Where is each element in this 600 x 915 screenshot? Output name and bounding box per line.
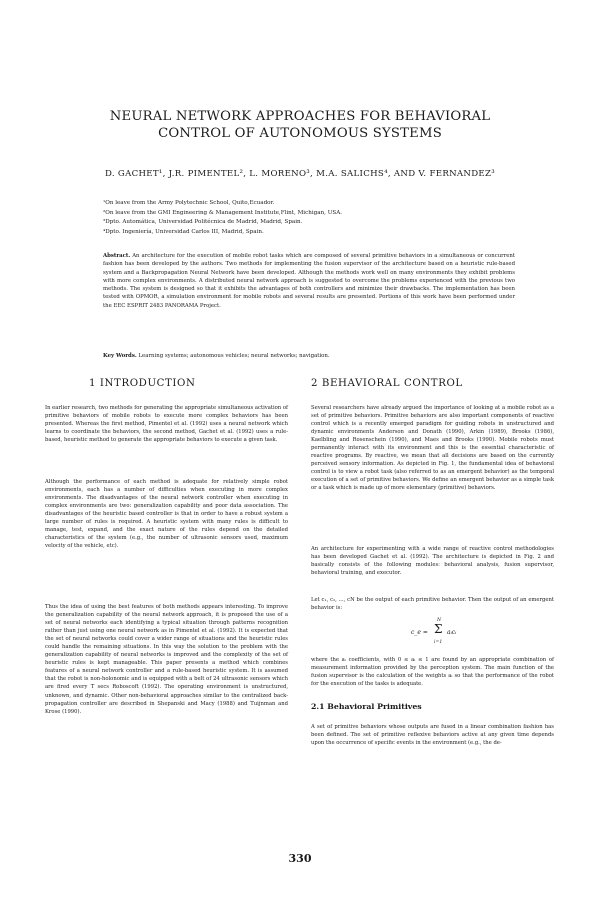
equation-summation: Σ bbox=[434, 622, 443, 636]
affiliation-3: ³Dpto. Automática, Universidad Politécnica de Madrid, Madrid, Spain. bbox=[103, 219, 303, 226]
equation-term: aᵢcᵢ bbox=[447, 629, 457, 636]
abstract bbox=[103, 252, 515, 310]
abstract-label: Abstract. bbox=[103, 253, 131, 259]
keywords bbox=[103, 352, 523, 360]
equation-lhs: c_e = bbox=[411, 629, 428, 636]
keywords-label: Key Words. bbox=[103, 353, 137, 359]
title-line-1: NEURAL NETWORK APPROACHES FOR BEHAVIORAL bbox=[109, 109, 491, 124]
title-line-2: CONTROL OF AUTONOMOUS SYSTEMS bbox=[158, 126, 442, 141]
abstract-text: An architecture for the execution of mobile robot tasks which are composed of several primitive behaviors in a simultaneous or concurrent fashion has been developed by the authors. Two methods for implementing the fusion supervisor of the architecture based on a heuristic rule-based system and a Backpropagation Neural Network have been developed. Although the methods work well on many environments they exhibit problems with more complex environments. A distributed neural network approach is suggested to overcome the problems experienced with the previous two methods. The system is designed so that it exhibits the advantages of both controllers and minimize their drawbacks. The implementation has been tested with OPMOR, a simulation environment for mobile robots and several results are presented. Portions of this work have been performed under the EEC ESPRIT 2483 PANORAMA Project. bbox=[103, 253, 516, 309]
author-list: D. GACHET¹, J.R. PIMENTEL², L. MORENO³, M.A. SALICHS⁴, AND V. FERNANDEZ³ bbox=[104, 169, 496, 179]
section-heading-introduction: 1 INTRODUCTION bbox=[89, 378, 196, 389]
page-number: 330 bbox=[288, 852, 312, 865]
behavioral-paragraph-3: Let c₁, c₂, ..., cN be the output of each primitive behavior. Then the output of an emergent behavior is: bbox=[311, 597, 554, 612]
keywords-text: Learning systems; autonomous vehicles; neural networks; navigation. bbox=[138, 353, 330, 359]
intro-paragraph-1: In earlier research, two methods for generating the appropriate simultaneous activation of primitive behaviors of mobile robots to execute more complex behaviors has been presented. Whereas the first method, Pimentel et al. (1992) uses a neural network which learns to coordinate the behaviors, the second method, Gachet et al. (1992) uses a rule-based, heuristic method to generate the appropriate behaviors to execute a given task. bbox=[45, 405, 288, 444]
affiliation-2: ²On leave from the GMI Engineering & Management Institute,Flint, Michigan, USA. bbox=[103, 209, 343, 216]
section-heading-behavioral-control: 2 BEHAVIORAL CONTROL bbox=[311, 378, 463, 389]
primitives-paragraph-1: A set of primitive behaviors whose outputs are fused in a linear combination fashion has been defined. The set of primitive reflexive behaviors active at any given time depends upon the occurrence of specific events in the environment (e.g., the de- bbox=[311, 724, 554, 747]
subsection-heading-behavioral-primitives: 2.1 Behavioral Primitives bbox=[311, 702, 422, 711]
behavioral-paragraph-1: Several researchers have already argued the importance of looking at a mobile robot as a set of primitive behaviors. Primitive behaviors are also important components of reactive control which is a recently emerged paradigm for guiding robots in unstructured and dynamic environments Anderson and Donath (1990), Arkin (1989), Brooks (1986), Kaelbling and Rosenschein (1990), and Maes and Brooks (1990). Mobile robots must permanently interact with its environment and this is the essential characteristic of reactive programs. By reactive, we mean that all decisions are based on the currently perceived sensory information. As depicted in Fig. 1, the fundamental idea of behavioral control is to view a robot task (also referred to as an emergent behavior) as the temporal execution of a set of primitive behaviors. We define an emergent behavior as a simple task or a task which is made up of more elementary (primitive) behaviors. bbox=[311, 405, 554, 492]
intro-paragraph-3: Thus the idea of using the best features of both methods appears interesting. To improve the generalization capability of the neural network approach, it is proposed the use of a set of neural networks each identifying a typical situation through patterns recognition rather than just using one neural network as in Pimentel et al. (1992). It is expected that the set of neural networks could cover a wider range of situations and the heuristic rules could handle the remaining situations. In this way the solution to the problem with the generalization capability of neural networks is improved and the complexity of the set of heuristic rules is kept manageable. This paper presents a method which combines features of a neural network controller and a rule-based heuristic system. It is assumed that the robot is non-holonomic and is equipped with a belt of 24 ultrasonic sensors which are fired every T secs Roboscoft (1992). The operating environment is unstructured, unknown, and dynamic. Other non-behavioral approaches similar to the centralized back-propagation controller are described in Shepanski and Macy (1988) and Tuijnman and Krose (1990). bbox=[45, 604, 288, 715]
affiliations bbox=[103, 199, 543, 237]
behavioral-paragraph-4: where the aᵢ coefficients, with 0 ≤ aᵢ ≤ 1 are found by an appropriate combination of measurement information provided by the perception system. The main function of the fusion supervisor is the calculation of the weights aᵢ so that the performance of the robot for the execution of the tasks is adequate. bbox=[311, 657, 554, 688]
equation-lower-limit: i=1 bbox=[434, 640, 443, 645]
paper-title bbox=[90, 108, 510, 142]
intro-paragraph-2: Although the performance of each method is adequate for relatively simple robot environments, each has a number of difficulties when executing in more complex environments. The disadvantages of the neural network controller when executing in complex environments are two: generalization capability and poor data association. The disadvantages of the heuristic based controller is that in order to have a robust system a large number of rules is required. A heuristic system with many rules is difficult to manage, test, expand, and the exact nature of the rules depend on the detailed characteristics of the system (e.g., the number of ultrasonic sensors used, maximum velocity of the vehicle, etc). bbox=[45, 479, 288, 550]
emergent-behavior-equation bbox=[411, 618, 491, 650]
equation-upper-limit: N bbox=[437, 618, 442, 623]
behavioral-paragraph-2: An architecture for experimenting with a wide range of reactive control methodologies has been developed Gachet et al. (1992). The architecture is depicted in Fig. 2 and basically consists of the following modules: behavioral analysis, fusion supervisor, behavioral training, and executor. bbox=[311, 546, 554, 577]
affiliation-4: ⁴Dpto. Ingeniería, Universidad Carlos III, Madrid, Spain. bbox=[103, 228, 264, 235]
affiliation-1: ¹On leave from the Army Polytechnic School, Quito,Ecuador. bbox=[103, 200, 275, 206]
